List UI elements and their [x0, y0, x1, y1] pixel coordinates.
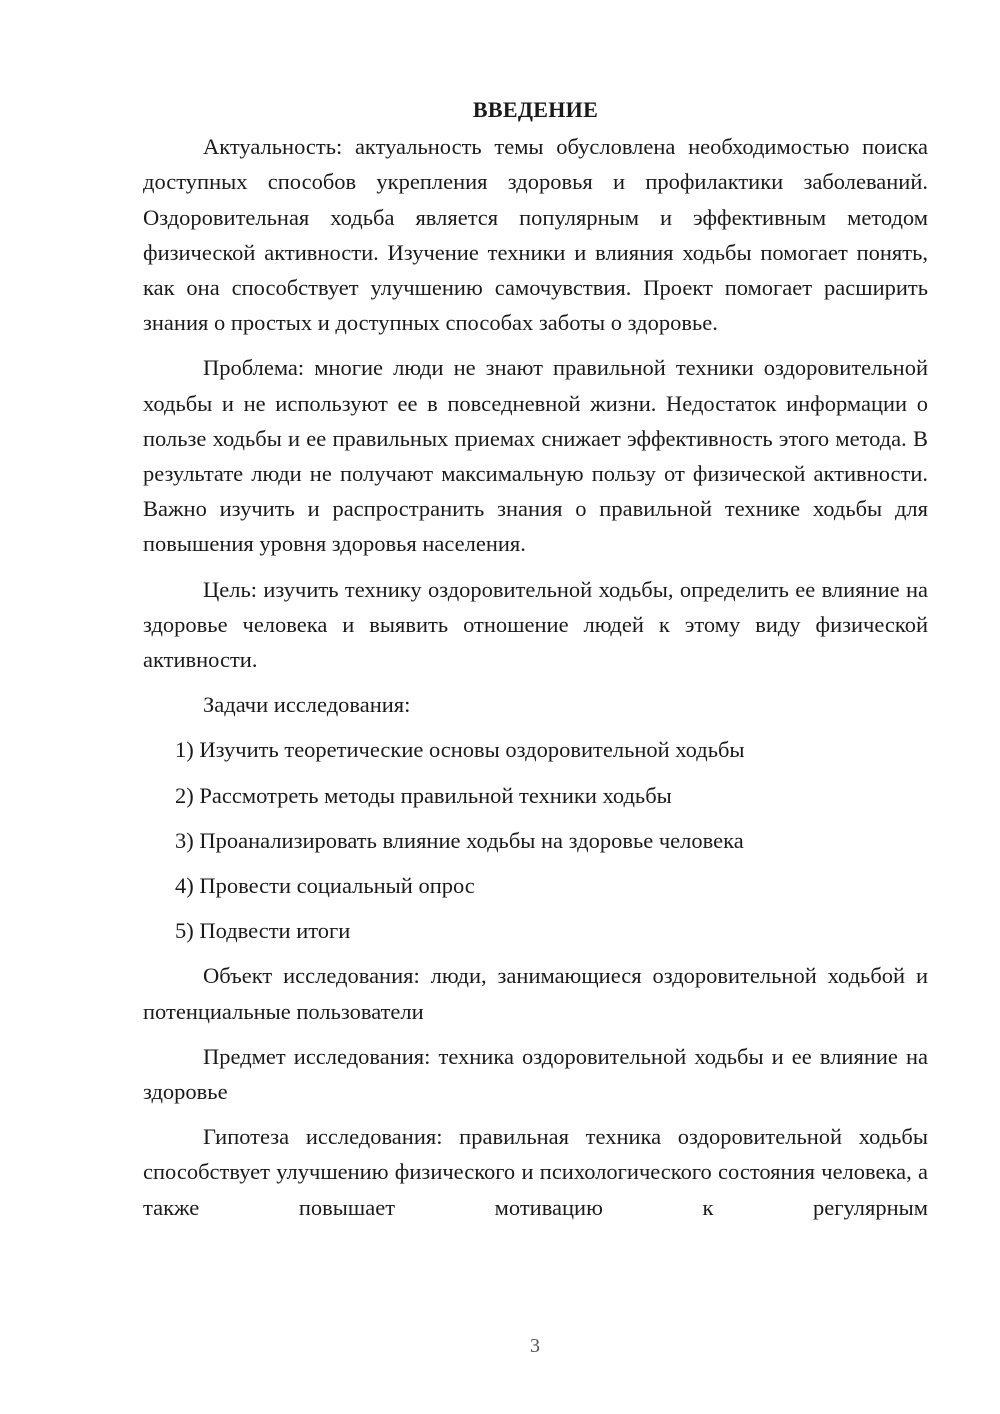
relevance-paragraph: Актуальность: актуальность темы обусловлена необходимостью поиска доступных способов укрепления здоровья и профилактики заболеваний. Оздоровительная ходьба является популярным и эффективным методом физической активности. Изучение техники и влияния ходьбы помогает понять, как она способствует улучшению самочувствия. Проект помогает расширить знания о простых и доступных способах заботы о здоровье.: [143, 134, 928, 336]
tasks-heading: Задачи исследования:: [203, 692, 411, 718]
tasks-list: [143, 732, 928, 948]
page-number: 3: [530, 1335, 540, 1357]
task-item: 1) Изучить теоретические основы оздоровительной ходьбы: [175, 737, 745, 763]
object-paragraph: Объект исследования: люди, занимающиеся оздоровительной ходьбой и потенциальные пользователи: [143, 963, 928, 1024]
task-item: 5) Подвести итоги: [175, 918, 351, 944]
section-title: ВВЕДЕНИЕ: [472, 97, 599, 122]
hypothesis-paragraph: Гипотеза исследования: правильная техника оздоровительной ходьбы способствует улучшению физического и психологического состояния человека, а также повышает мотивацию к регулярным: [143, 1124, 928, 1220]
subject-paragraph: Предмет исследования: техника оздоровительной ходьбы и ее влияние на здоровье: [143, 1043, 928, 1105]
goal-paragraph: Цель: изучить технику оздоровительной ходьбы, определить ее влияние на здоровье человека и выявить отношение людей к этому виду физической активности.: [143, 576, 928, 673]
task-item: 2) Рассмотреть методы правильной техники ходьбы: [175, 782, 672, 808]
problem-paragraph: Проблема: многие люди не знают правильной техники оздоровительной ходьбы и не используют ее в повседневной жизни. Недостаток информации о пользе ходьбы и ее правильных приемах снижает эффективность этого метода. В результате люди не получают максимальную пользу от физической активности. Важно изучить и распространить знания о правильной технике ходьбы для повышения уровня здоровья населения.: [143, 355, 928, 557]
task-item: 3) Проанализировать влияние ходьбы на здоровье человека: [175, 827, 744, 853]
document-page: [143, 92, 928, 1235]
task-item: 4) Провести социальный опрос: [175, 873, 475, 899]
